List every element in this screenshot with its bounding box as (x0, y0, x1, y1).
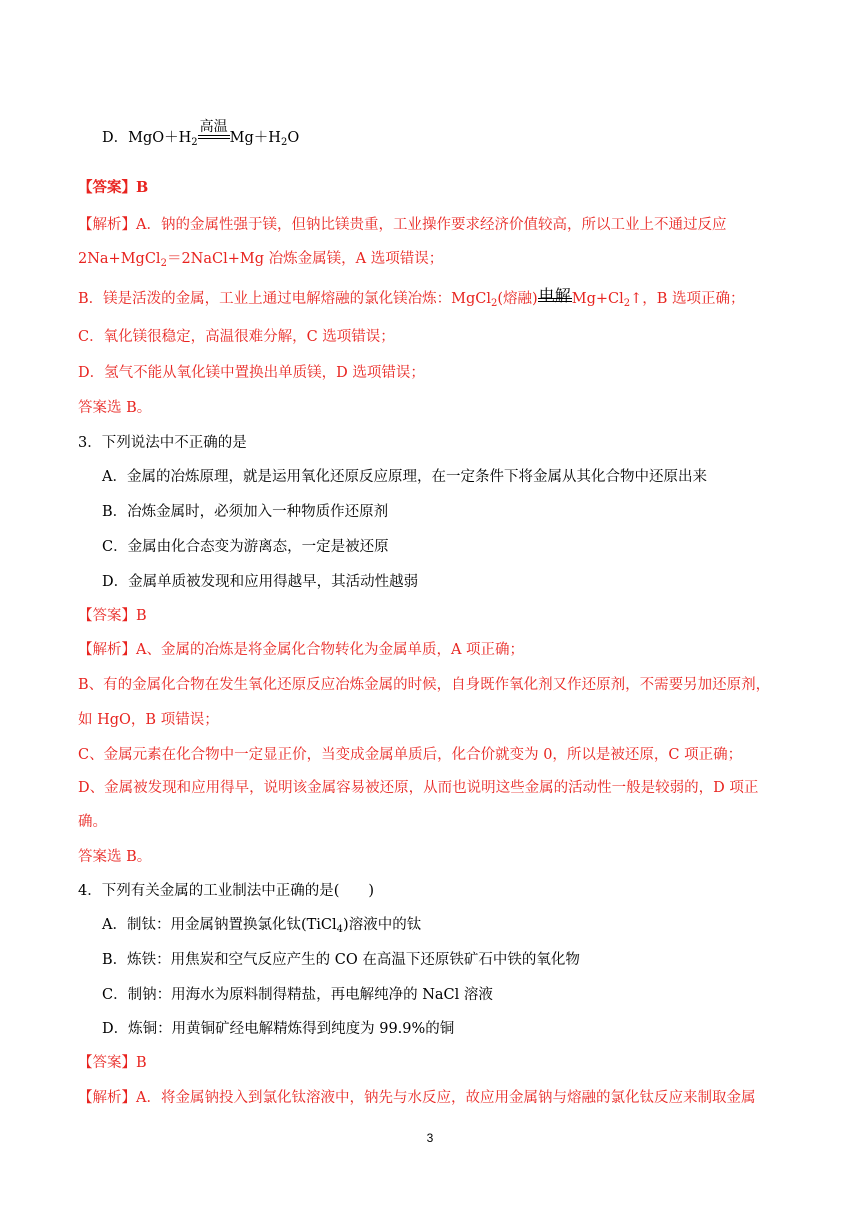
reaction-condition (538, 286, 572, 305)
question-3-option-c: C．金属由化合态变为游离态，一定是被还原 (102, 539, 389, 555)
text: A．制钛：用金属钠置换氯化钛(TiCl (102, 917, 337, 933)
subscript: 4 (336, 924, 344, 935)
question-4-stem: 4．下列有关金属的工业制法中正确的是( ) (78, 883, 375, 899)
option-d (102, 119, 300, 148)
analysis-1-line-d: D．氢气不能从氧化镁中置换出单质镁，D 选项错误； (78, 365, 425, 381)
condition-label: 高温 (199, 119, 228, 135)
text: ＝2NaCl+Mg 冶炼金属镁，A 选项错误； (166, 251, 444, 267)
text: (熔融) (497, 291, 538, 307)
subscript: 2 (160, 258, 167, 269)
analysis-1-line-b (78, 286, 745, 309)
text: Mg+Cl (571, 291, 624, 307)
reaction-condition (198, 119, 230, 142)
subscript: 2 (623, 298, 631, 309)
question-4-option-a (102, 915, 421, 935)
analysis-3-line-4: C、金属元素在化合物中一定显正价，当变成金属单质后，化合价就变为 0，所以是被还原，C 项正确； (78, 747, 743, 763)
option-d-mid: Mg＋H (229, 130, 281, 146)
answer-tag-3: 【答案】B (78, 608, 147, 624)
analysis-3-line-3: 如 HgO，B 项错误； (78, 712, 219, 728)
text: 2Na+MgCl (78, 251, 161, 267)
option-d-prefix: D．MgO＋H (102, 130, 192, 146)
question-3-stem: 3．下列说法中不正确的是 (78, 435, 247, 451)
question-3-option-b: B．冶炼金属时，必须加入一种物质作还原剂 (102, 504, 389, 520)
subscript: 2 (191, 137, 198, 148)
text: B．镁是活泼的金属，工业上通过电解熔融的氯化镁冶炼：MgCl (78, 291, 492, 307)
analysis-1-line-1: 【解析】A．钠的金属性强于镁，但钠比镁贵重，工业操作要求经济价值较高，所以工业上不通过反应 (78, 217, 727, 233)
analysis-1-line-c: C．氧化镁很稳定，高温很难分解，C 选项错误； (78, 329, 395, 345)
text: )溶液中的钛 (343, 917, 422, 933)
analysis-3-line-1: 【解析】A、金属的冶炼是将金属化合物转化为金属单质，A 项正确； (78, 642, 525, 658)
analysis-1-conclusion: 答案选 B。 (78, 400, 152, 416)
answer-tag-1: 【答案】B (78, 179, 149, 196)
question-3-option-d: D．金属单质被发现和应用得越早，其活动性越弱 (102, 574, 419, 590)
analysis-1-line-2 (78, 249, 443, 269)
analysis-3-conclusion: 答案选 B。 (78, 849, 152, 865)
condition-label: 电解 (538, 286, 571, 305)
subscript: 2 (491, 298, 498, 309)
text: ↑，B 选项正确； (630, 291, 745, 307)
analysis-3-line-2: B、有的金属化合物在发生氧化还原反应冶炼金属的时候，自身既作氧化剂又作还原剂，不需要另加还原剂， (78, 677, 771, 693)
question-4-option-d: D．炼铜：用黄铜矿经电解精炼得到纯度为 99.9%的铜 (102, 1021, 455, 1037)
question-4-option-c: C．制钠：用海水为原料制得精盐，再电解纯净的 NaCl 溶液 (102, 987, 493, 1003)
subscript: 2 (280, 137, 288, 148)
question-4-option-b: B．炼铁：用焦炭和空气反应产生的 CO 在高温下还原铁矿石中铁的氧化物 (102, 952, 580, 968)
page-number: 3 (426, 1131, 434, 1145)
analysis-3-line-6: 确。 (78, 814, 107, 830)
analysis-3-line-5: D、金属被发现和应用得早，说明该金属容易被还原，从而也说明这些金属的活动性一般是较弱的，D 项正 (78, 780, 759, 796)
analysis-4-line-1: 【解析】A．将金属钠投入到氯化钛溶液中，钠先与水反应，故应用金属钠与熔融的氯化钛反应来制取金属 (78, 1090, 756, 1106)
option-d-suffix: O (287, 130, 300, 146)
answer-tag-4: 【答案】B (78, 1055, 147, 1071)
question-3-option-a: A．金属的冶炼原理，就是运用氧化还原反应原理，在一定条件下将金属从其化合物中还原出来 (102, 469, 707, 485)
